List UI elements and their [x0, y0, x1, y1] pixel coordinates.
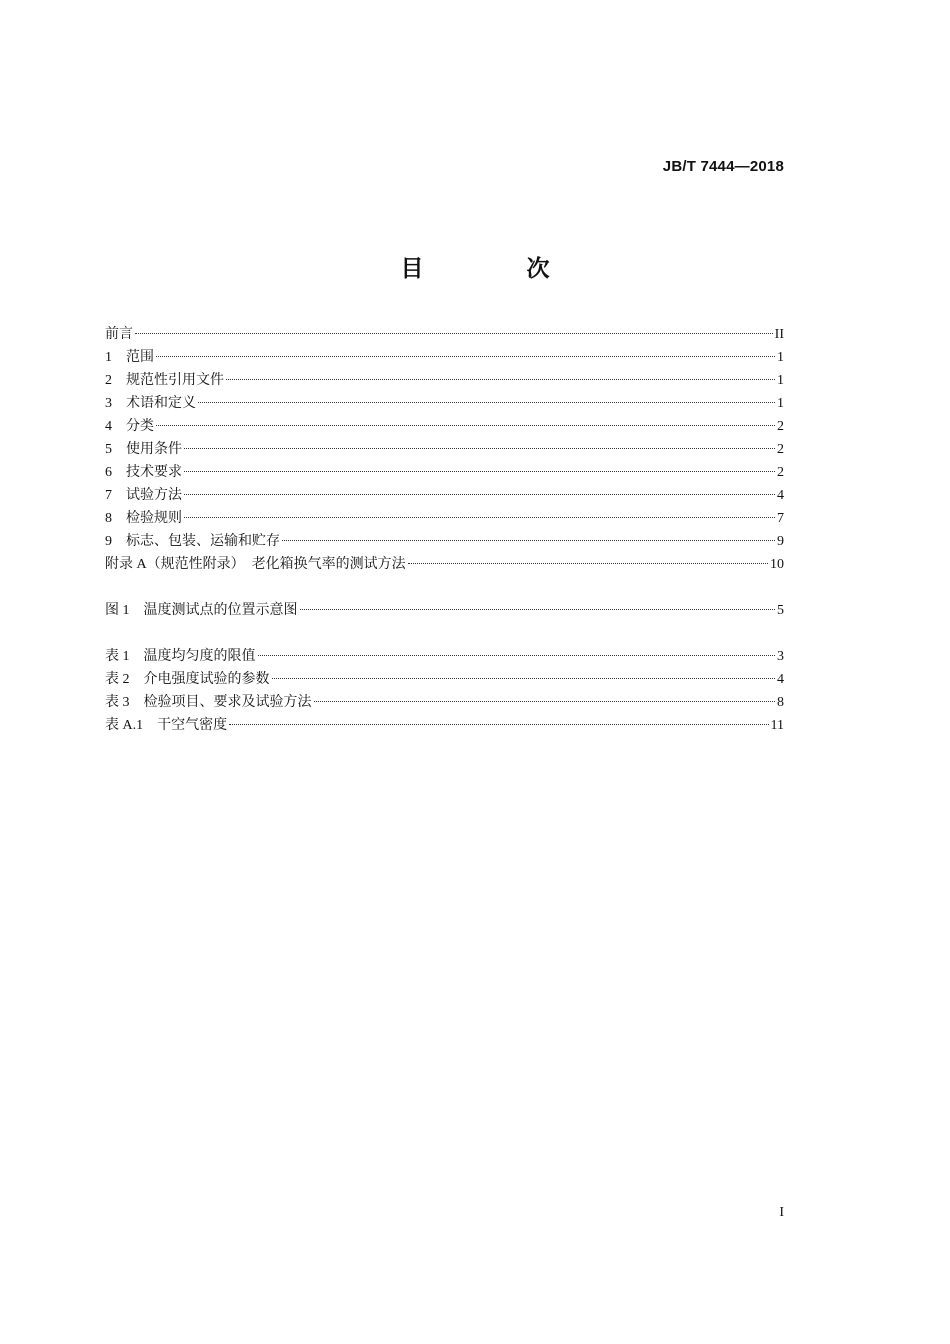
toc-entry-label: 9 标志、包装、运输和贮存 [105, 534, 280, 549]
toc-entry[interactable] [105, 484, 784, 507]
toc-entry-page: 1 [777, 396, 784, 411]
toc-entry-page: 1 [777, 350, 784, 365]
dot-leader [184, 471, 775, 472]
toc-chapters [105, 323, 784, 576]
toc-entry[interactable] [105, 691, 784, 714]
toc-entry[interactable] [105, 553, 784, 576]
dot-leader [282, 540, 775, 541]
toc-entry[interactable] [105, 668, 784, 691]
toc-entry-page: II [774, 327, 784, 342]
toc-entry-page: 2 [777, 442, 784, 457]
toc-entry-page: 5 [777, 603, 784, 618]
toc-entry-label: 7 试验方法 [105, 488, 182, 503]
toc-entry-label: 前言 [105, 327, 133, 342]
dot-leader [258, 655, 776, 656]
dot-leader [135, 333, 773, 334]
toc-entry-label: 3 术语和定义 [105, 396, 196, 411]
toc-entry-page: 3 [777, 649, 784, 664]
toc-entry-label: 1 范围 [105, 350, 154, 365]
toc-entry-page: 11 [770, 718, 784, 733]
toc-entry-page: 2 [777, 419, 784, 434]
toc-entry-label: 图 1 温度测试点的位置示意图 [105, 603, 298, 618]
toc-entry[interactable] [105, 645, 784, 668]
toc-entry-page: 10 [770, 557, 784, 572]
toc-entry-page: 8 [777, 695, 784, 710]
page-title: 目 次 [400, 256, 590, 282]
toc-entry[interactable] [105, 346, 784, 369]
toc-entry-label: 6 技术要求 [105, 465, 182, 480]
toc-entry[interactable] [105, 507, 784, 530]
toc-tables [105, 645, 784, 737]
toc-entry[interactable] [105, 323, 784, 346]
toc-entry-label: 附录 A（规范性附录） 老化箱换气率的测试方法 [105, 557, 406, 572]
toc-entry[interactable] [105, 369, 784, 392]
toc-entry-label: 2 规范性引用文件 [105, 373, 224, 388]
toc-entry-label: 表 2 介电强度试验的参数 [105, 672, 270, 687]
dot-leader [156, 356, 775, 357]
toc-entry-label: 表 1 温度均匀度的限值 [105, 649, 256, 664]
table-of-contents [105, 323, 784, 760]
toc-entry[interactable] [105, 714, 784, 737]
dot-leader [314, 701, 776, 702]
dot-leader [184, 517, 775, 518]
toc-entry-page: 2 [777, 465, 784, 480]
document-code: JB/T 7444—2018 [662, 158, 784, 175]
toc-entry-label: 表 A.1 干空气密度 [105, 718, 228, 733]
dot-leader [184, 494, 775, 495]
toc-entry[interactable] [105, 461, 784, 484]
toc-entry-page: 4 [777, 488, 784, 503]
toc-entry[interactable] [105, 530, 784, 553]
toc-entry-page: 1 [777, 373, 784, 388]
dot-leader [408, 563, 768, 564]
toc-entry-page: 4 [777, 672, 784, 687]
dot-leader [156, 425, 775, 426]
toc-entry-page: 7 [777, 511, 784, 526]
toc-entry-page: 9 [777, 534, 784, 549]
toc-entry[interactable] [105, 438, 784, 461]
toc-figures [105, 599, 784, 622]
dot-leader [226, 379, 775, 380]
dot-leader [300, 609, 776, 610]
toc-entry[interactable] [105, 415, 784, 438]
dot-leader [229, 724, 768, 725]
toc-entry-label: 表 3 检验项目、要求及试验方法 [105, 695, 312, 710]
toc-entry-label: 5 使用条件 [105, 442, 182, 457]
page-number: I [779, 1205, 784, 1220]
dot-leader [184, 448, 775, 449]
toc-entry-label: 8 检验规则 [105, 511, 182, 526]
toc-entry[interactable] [105, 392, 784, 415]
dot-leader [198, 402, 775, 403]
toc-entry[interactable] [105, 599, 784, 622]
dot-leader [272, 678, 776, 679]
toc-entry-label: 4 分类 [105, 419, 154, 434]
